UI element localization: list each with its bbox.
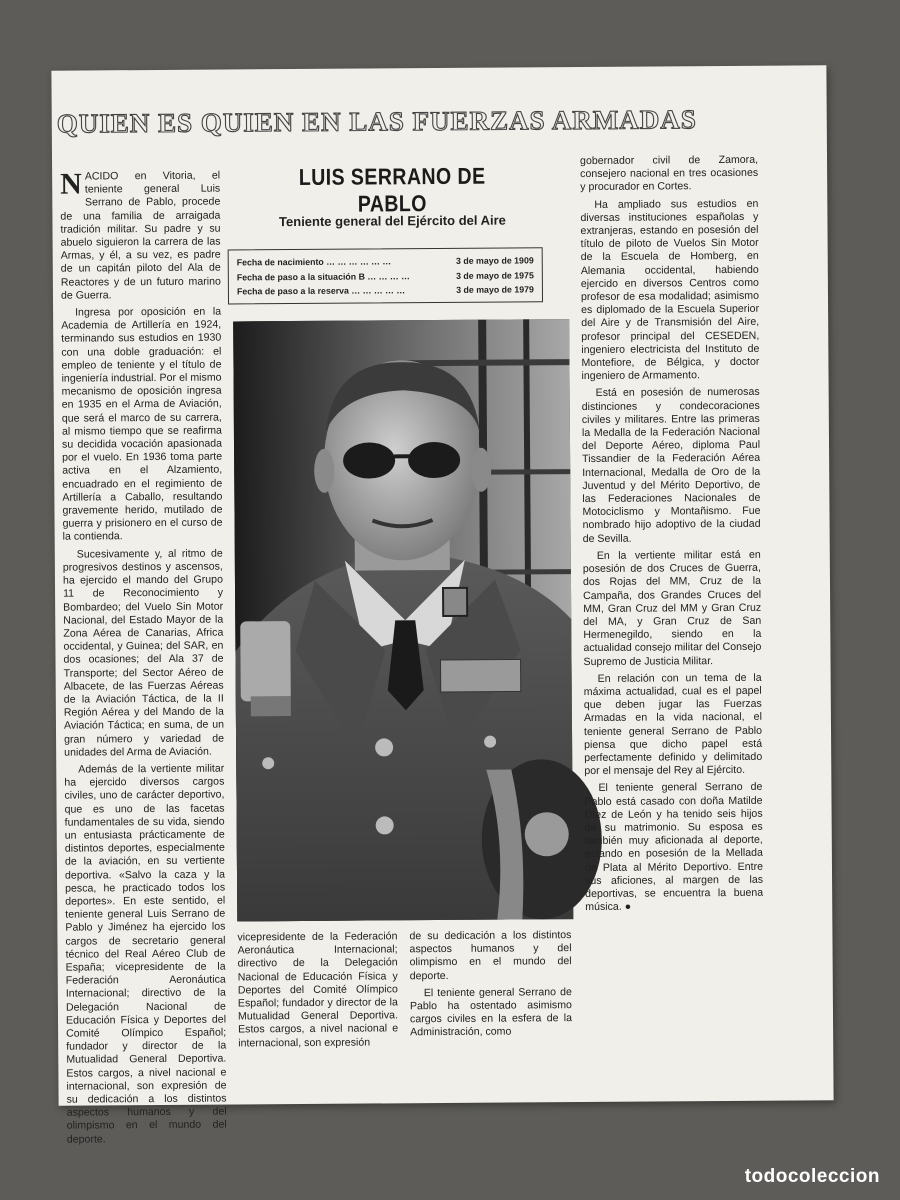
bottom-column-2 (409, 929, 572, 1044)
date-row-birth: Fecha de nacimiento … … … … … … 3 de mayo de 1909 (236, 255, 534, 268)
right-para-6: El teniente general Serrano de Pablo está casado con doña Matilde Díez de León y ha tenido seis hijos de su matrimonio. Su esposa es también muy aficionada al deporte, estando en posesión de la Mellada de Plata al Mérito Deportivo. Entre sus aficiones, al margen de las deportivas, se encuentra la buena música. ● (584, 781, 764, 914)
date-row-situation-b: Fecha de paso a la situación B … … … … 3 de mayo de 1975 (236, 269, 534, 282)
paragraph-3: Sucesivamente y, al ritmo de progresivos destinos y ascensos, ha ejercido el mando del Grupo 11 de Reconocimiento y Bombardeo; del Vuelo Sin Motor Nacional, del Estado Mayor de la Zona Aérea de Canarias, Africa occidental, y Guinea; del SAR, en dos ocasiones; del Ala 37 de Transporte; del Sector Aéreo de Albacete, de las Fuerzas Aéreas de la Aviación Táctica, de la II Región Aérea y del Mando de la Aviación Táctica; en suma, de un gran número y variedad de unidades del Arma de Aviación. (62, 547, 225, 759)
right-para-1: gobernador civil de Zamora, consejero nacional en tres ocasiones y procurador en Cortes. (579, 153, 759, 194)
paragraph-4: Además de la vertiente militar ha ejercido diversos cargos civiles, uno de carácter deportivo, que es uno de las facetas fundamentales de su vida, siendo un entusiasta prácticamente de distintos deportes, especialmente de la aviación, en su vertiente deportiva. «Salvo la caza y la pesca, he practicado todos los deportes». En este sentido, el teniente general Luis Serrano de Pablo y Jiménez ha ejercido los cargos de secretario general técnico del Real Aéreo Club de España; vicepresidente de la Federación Aeronáutica Internacional; directivo de la Delegación Nacional de Educación Física y Deportes del Comité Olímpico Español; fundador y director de la Mutualidad General Deportiva. Estos cargos, a nivel nacional e internacional, son expresión de su dedicación a los distintos aspectos humanos y del olimpismo en el mundo del deporte. (64, 762, 227, 1146)
bottom-col2-para-2: El teniente general Serrano de Pablo ha ostentado asimismo cargos civiles en la esfera de la Administración, como (409, 985, 573, 1039)
bottom-column-1 (237, 930, 398, 1054)
dates-box (228, 247, 543, 304)
section-banner: QUIEN ES QUIEN EN LAS FUERZAS ARMADAS (56, 104, 697, 139)
article-subtitle: Teniente general del Ejército del Aire (278, 212, 506, 230)
paragraph-2: Ingresa por oposición en la Academia de Artillería en 1924, terminando sus estudios en 1930 con una doble graduación: el empleo de teniente y el título de ingeniería industrial. Por el mismo mecanismo de oposición ingresa en 1935 en el Arma de Aviación, que será el marco de su carrera, al mismo tiempo que se reafirma su decidida vocación apasionada por el vuelo. En 1936 toma parte activa en el Alzamiento, encuadrado en el regimiento de Artillería a Caballo, resultando gravemente herido, mutilado de guerra y prisionero en el curso de la contienda. (61, 305, 223, 544)
right-para-5: En relación con un tema de la máxima actualidad, cual es el papel que deben jugar las Fuerzas Armadas en la vida nacional, el teniente general Serrano de Pablo piensa que dicho papel está perfectamente definido y delimitado por el mensaje del Rey al Ejército. (583, 671, 763, 778)
paragraph-1: NACIDO en Vitoria, el teniente general Luis Serrano de Pablo, procede de una familia de arraigada tradición militar. Su padre y su abuelo siguieron la carrera de las Armas, y él, a su vez, es padre de un capitán piloto del Ala de Reactores y de un futuro marino de Guerra. (60, 167, 221, 302)
magazine-page (51, 65, 833, 1146)
bottom-col2-para-1: de su dedicación a los distintos aspectos humanos y del olimpismo en el mundo del deporte. (409, 929, 572, 982)
drop-cap: N (60, 167, 82, 201)
portrait-illustration (233, 319, 573, 921)
portrait-photo (233, 319, 573, 921)
date-row-reserve: Fecha de paso a la reserva … … … … … 3 de mayo de 1979 (236, 284, 534, 297)
right-para-2: Ha ampliado sus estudios en diversas instituciones españolas y extranjeras, estando en posesión del título de piloto de Vuelos Sin Motor de la Escuela de Homberg, en Alemania occidental, habiendo ejercido en diversos Centros como profesor de esa modalidad; asimismo es diplomado de la Escuela Superior del Aire y de Transmisión del Aire, profesor principal del CESEDEN, ingeniero electricista del Instituto de Montefiore, de Bélgica, y doctor ingeniero de Armamento. (580, 197, 760, 383)
right-column (580, 154, 764, 1080)
right-para-3: Está en posesión de numerosas distinciones y condecoraciones civiles y militares. Entre las primeras la Medalla de la Federación Nacional del Deporte Aéreo, diploma Paul Tissandier de la Federación Aérea Internacional, Medalla de Oro de la Juventud y del Mérito Deportivo, de las Federaciones Nacionales de Motociclismo y Montañismo. Fue nombrado hijo adoptivo de la ciudad de Sevilla. (581, 386, 761, 545)
left-column (60, 167, 227, 1146)
watermark: todocoleccion (744, 1166, 880, 1187)
article-title: LUIS SERRANO DE PABLO (298, 162, 486, 217)
right-para-4: En la vertiente militar está en posesión de dos Cruces de Guerra, dos Rojas del MM, Cruz de la Campaña, dos Grandes Cruces del MM, Gran Cruz del MM y Gran Cruz del MA, y Gran Cruz de San Hermenegildo, siendo en la actualidad consejo militar del Consejo Supremo de Justicia Militar. (582, 548, 762, 668)
bottom-col1-text: vicepresidente de la Federación Aeronáutica Internacional; directivo de la Delegación Nacional de Educación Física y Deportes del Comité Olímpico Español; fundador y director de la Mutualidad General Deportiva. Estos cargos, a nivel nacional e internacional, son expresión (237, 930, 399, 1050)
